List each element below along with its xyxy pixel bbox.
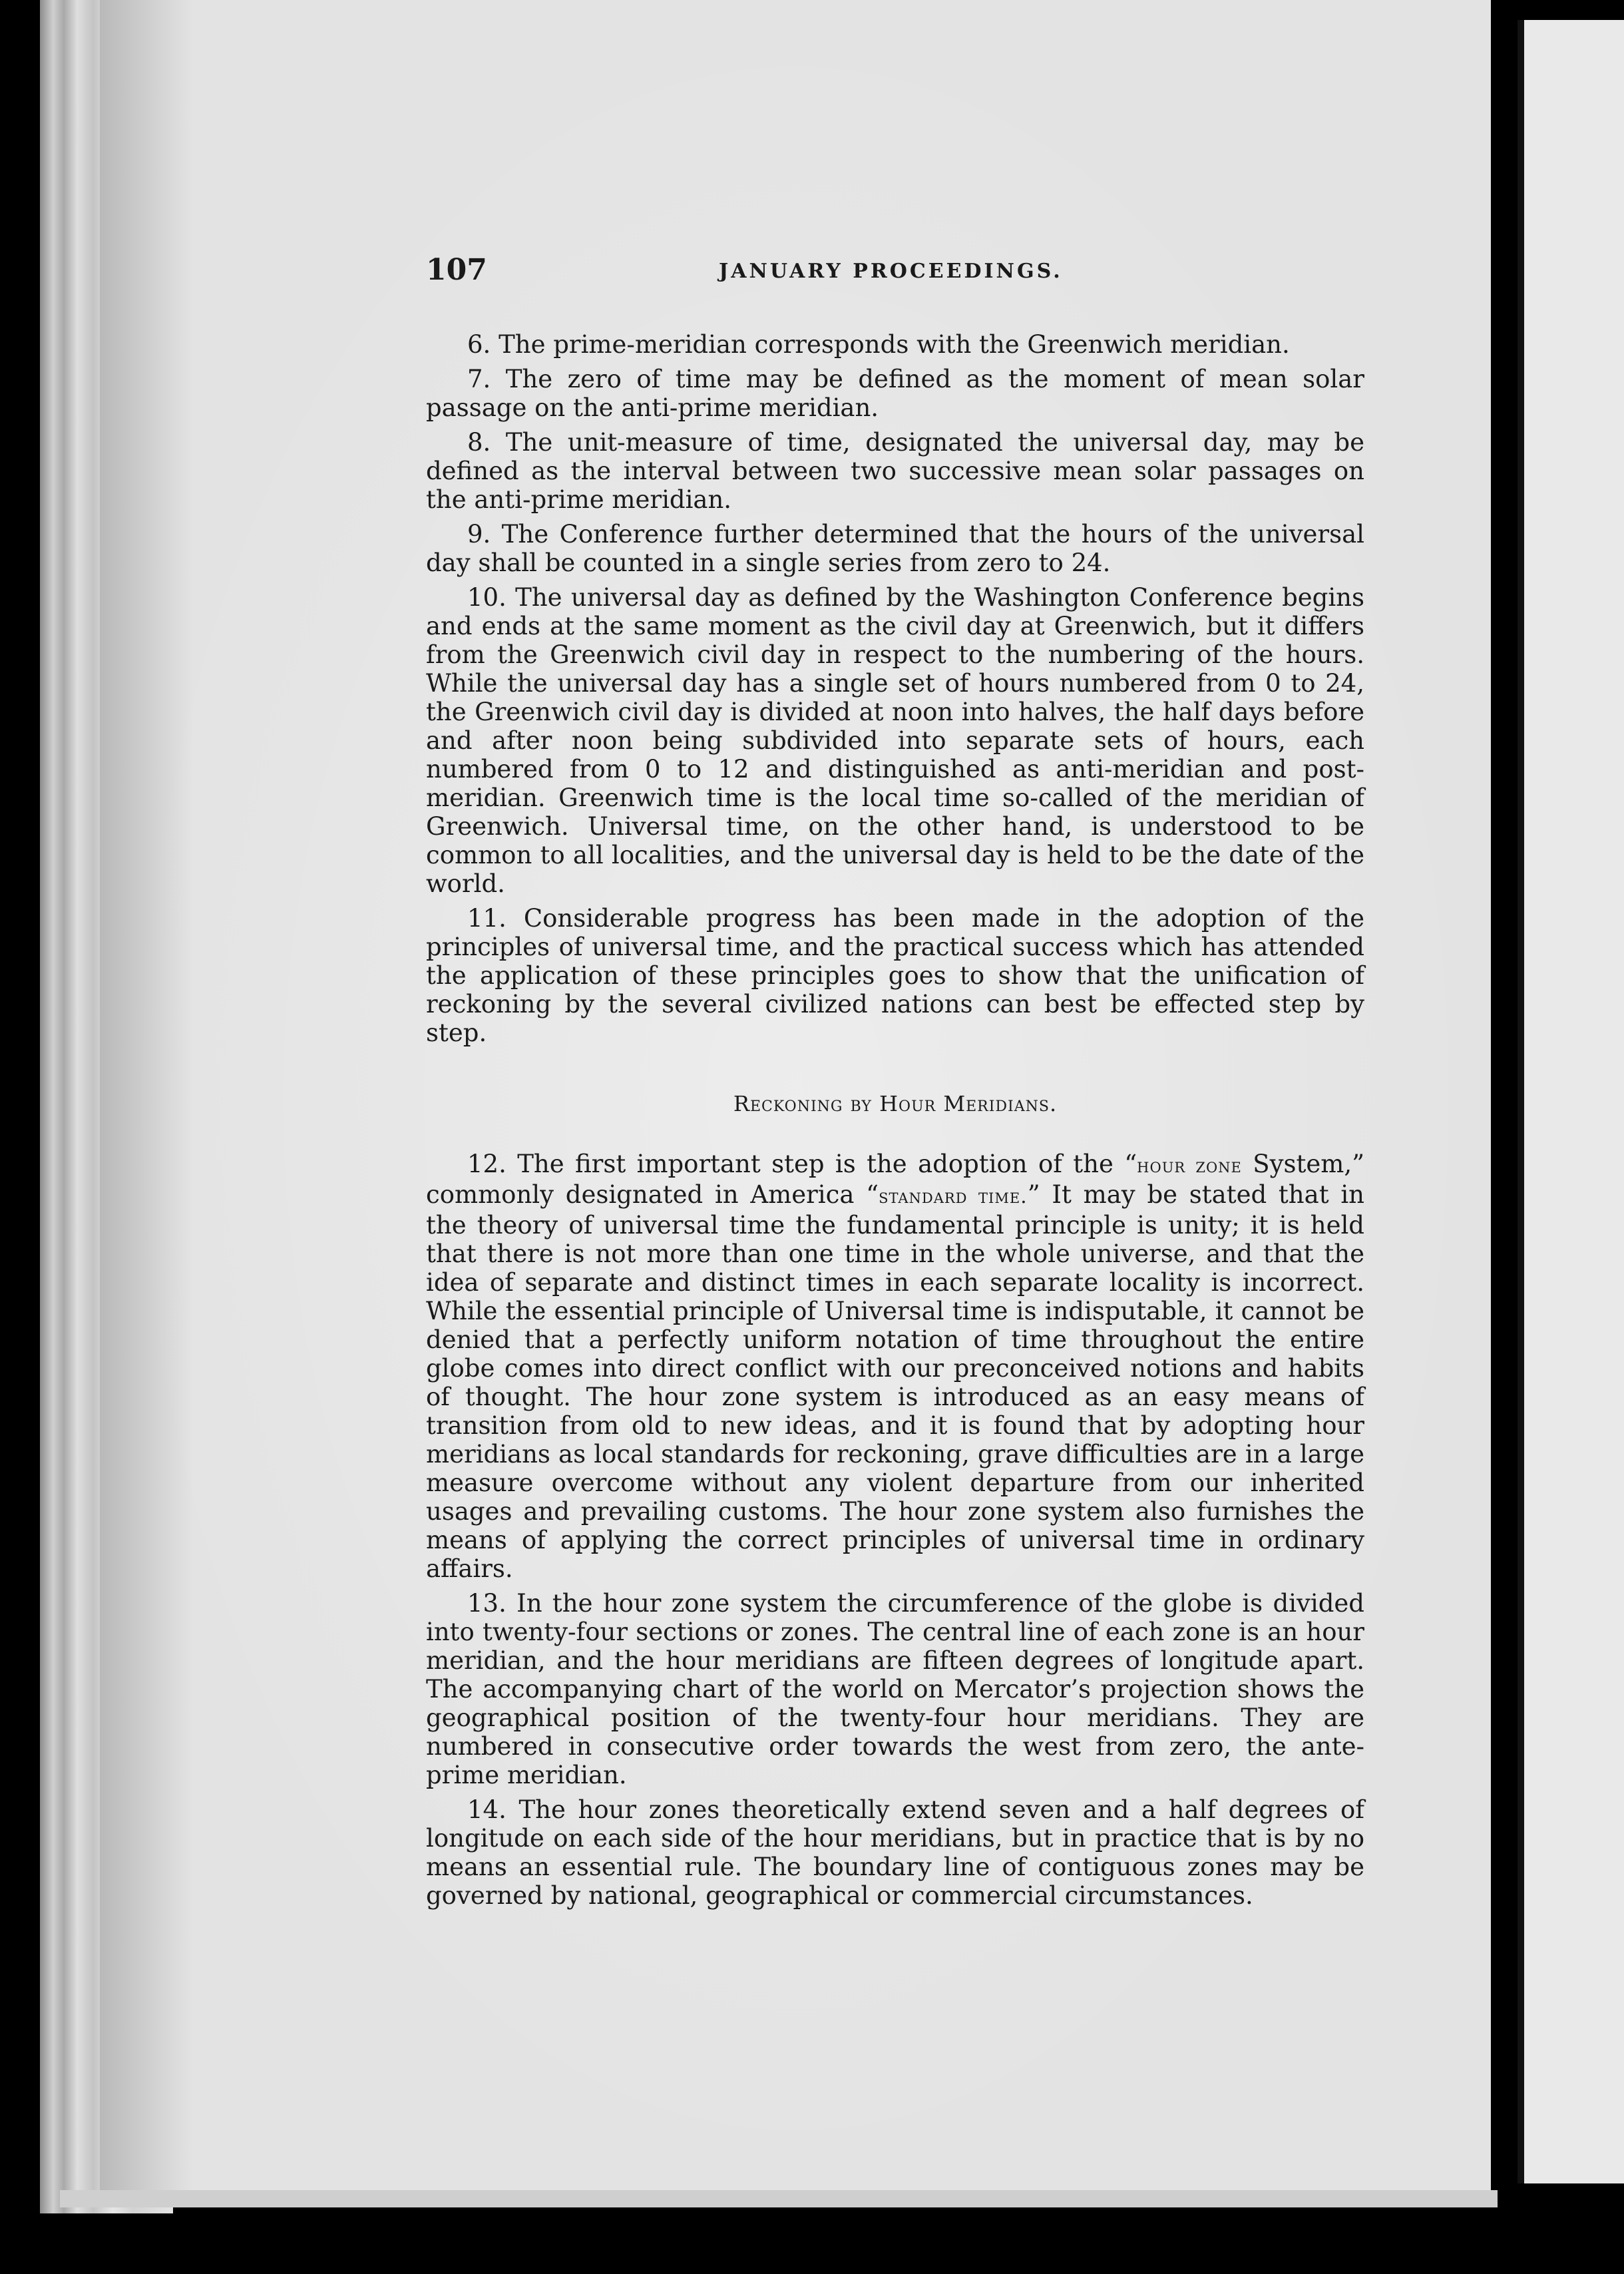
section-heading: Reckoning by Hour Meridians. [733, 1091, 1058, 1116]
paragraph-14: 14. The hour zones theoretically extend seven and a half degrees of longitude on each side of the hour meridians, but in practice that is by no means an essential rule. The boundary line of contiguous zones may be governed by national, geographical or commercial circumstances. [426, 1795, 1364, 1910]
page-header [426, 253, 1364, 293]
page-number: 107 [426, 253, 487, 287]
paragraph-11: 11. Considerable progress has been made in the adoption of the principles of universal time, and the practical success which has attended the application of these principles goes to show that the unification of reckoning by the several civilized nations can best be effected step by step. [426, 904, 1364, 1047]
paragraph-12-text-3: ” It may be stated that in the theory of universal time the fundamental principle is unity; it is held that there is not more than one time in the whole universe, and that the idea of separate and distinct times in each separate locality is incorrect. While the essential principle of Universal time is indisputable, it cannot be denied that a perfectly uniform notation of time throughout the entire globe comes into direct conflict with our preconceived notions and habits of thought. The hour zone system is introduced as an easy means of transition from old to new ideas, and it is found that by adopting hour meridians as local standards for reckoning, grave difficulties are in a large measure overcome without any violent departure from our inherited usages and prevailing customs. The hour zone system also furnishes the means of applying the correct principles of universal time in ordinary affairs. [426, 1180, 1364, 1583]
paragraph-6: 6. The prime-meridian corresponds with the Greenwich meridian. [467, 330, 1290, 359]
hour-zone-term: hour zone [1137, 1154, 1242, 1178]
paragraph-12-text-2: System,” commonly designated in America “ [426, 1150, 1365, 1209]
facing-page-edge [1518, 20, 1624, 2183]
paragraph-10: 10. The universal day as defined by the Washington Conference begins and ends at the same moment as the civil day at Greenwich, but it differs from the Greenwich civil day in respect to the numbering of the hours. While the universal day has a single set of hours numbered from 0 to 24, the Greenwich civil day is divided at noon into halves, the half days before and after noon being subdivided into separate sets of hours, each numbered from 0 to 12 and distinguished as anti-meridian and post-meridian. Greenwich time is the local time so-called of the meridian of Greenwich. Universal time, on the other hand, is understood to be common to all localities, and the universal day is held to be the date of the world. [426, 583, 1364, 898]
standard-time-term: standard time. [879, 1185, 1028, 1208]
running-head: JANUARY PROCEEDINGS. [719, 260, 1063, 283]
paragraph-8: 8. The unit-measure of time, designated the universal day, may be defined as the interval between two successive mean solar passages on the anti-prime meridian. [426, 428, 1364, 514]
paragraph-12-text-1: 12. The first important step is the adoption of the “ [467, 1150, 1137, 1178]
page-gutter-shadow [100, 0, 193, 2197]
page-content [426, 253, 1364, 1916]
page-bottom-edge [60, 2190, 1498, 2207]
paragraph-12 [426, 1150, 1364, 1583]
paragraph-13: 13. In the hour zone system the circumference of the globe is divided into twenty-four sections or zones. The central line of each zone is an hour meridian, and the hour meridians are fifteen degrees of longitude apart. The accompanying chart of the world on Mercator’s projection shows the geographical position of the twenty-four hour meridians. They are numbered in consecutive order towards the west from zero, the ante-prime meridian. [426, 1589, 1364, 1789]
paragraph-9: 9. The Conference further determined that the hours of the universal day shall be counted in a single series from zero to 24. [426, 520, 1364, 577]
paragraph-7: 7. The zero of time may be defined as the moment of mean solar passage on the anti-prime meridian. [426, 365, 1364, 422]
